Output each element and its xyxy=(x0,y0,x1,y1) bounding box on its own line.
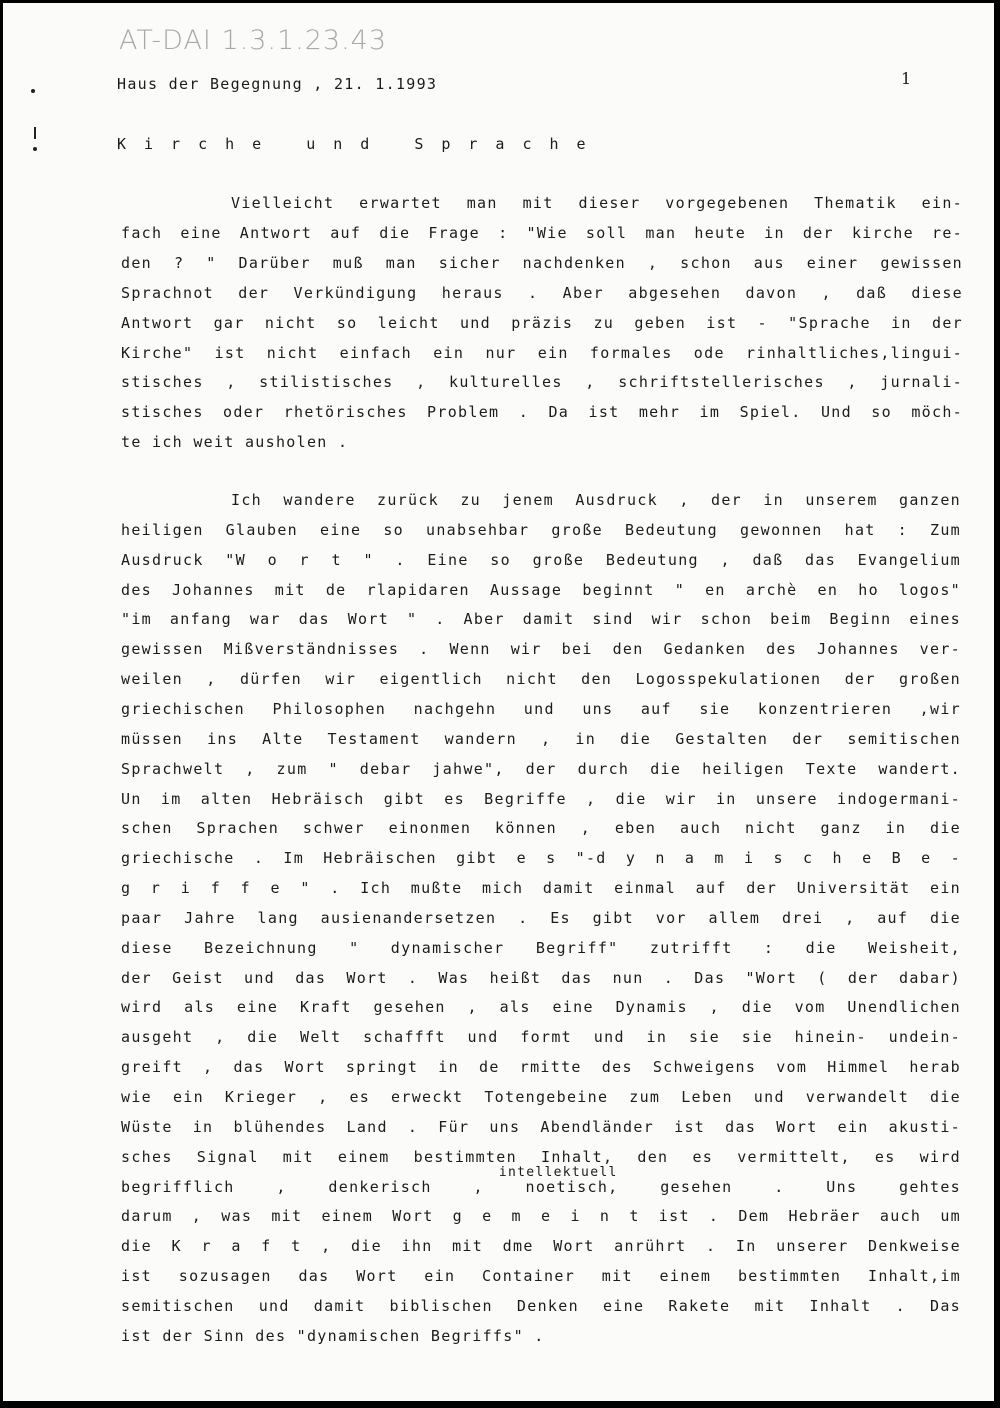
header-line: Haus der Begegnung , 21. 1.1993 xyxy=(117,75,438,93)
text-line: Kirche" ist nicht einfach ein nur ein formales ode rinhaltliches,lingui- xyxy=(121,344,963,362)
document-page xyxy=(3,3,994,1401)
archive-reference: AT-DAI 1.3.1.23.43 xyxy=(119,25,388,56)
text-line: Ausdruck "W o r t " . Eine so große Bedeutung , daß das Evangelium xyxy=(121,551,961,569)
text-line: begrifflich , denkerisch , noetisch, gesehen . Uns gehtes xyxy=(121,1178,961,1196)
text-line: stisches , stilistisches , kulturelles , schriftstellerisches , jurnali- xyxy=(121,373,963,391)
text-line: stisches oder rhetörisches Problem . Da ist mehr im Spiel. Und so möch- xyxy=(121,403,963,421)
text-line: der Geist und das Wort . Was heißt das nun . Das "Wort ( der dabar) xyxy=(121,969,961,987)
text-line: "im anfang war das Wort " . Aber damit sind wir schon beim Beginn eines xyxy=(121,610,961,628)
text-line: ist der Sinn des "dynamischen Begriffs" . xyxy=(121,1327,545,1345)
text-line: Sprachnot der Verkündigung heraus . Aber abgesehen davon , daß diese xyxy=(121,284,963,302)
text-line: diese Bezeichnung " dynamischer Begriff" zutrifft : die Weisheit, xyxy=(121,939,961,957)
text-line: Ich wandere zurück zu jenem Ausdruck , der in unserem ganzen xyxy=(231,491,961,509)
text-line: wie ein Krieger , es erweckt Totengebeine zum Leben und verwandelt die xyxy=(121,1088,961,1106)
text-line: Vielleicht erwartet man mit dieser vorgegebenen Thematik ein- xyxy=(231,194,963,212)
text-line: gewissen Mißverständnisses . Wenn wir bei den Gedanken des Johannes ver- xyxy=(121,640,961,658)
margin-dot xyxy=(33,147,37,151)
text-line: Antwort gar nicht so leicht und präzis zu geben ist - "Sprache in der xyxy=(121,314,963,332)
page-number: 1 xyxy=(901,69,912,88)
text-line: schen Sprachen schwer einonmen können , eben auch nicht ganz in die xyxy=(121,819,961,837)
text-line: Wüste in blühendes Land . Für uns Abendländer ist das Wort ein akusti- xyxy=(121,1118,961,1136)
text-line: des Johannes mit de rlapidaren Aussage beginnt " en archè en ho logos" xyxy=(121,581,961,599)
text-line: semitischen und damit biblischen Denken eine Rakete mit Inhalt . Das xyxy=(121,1297,961,1315)
text-line: müssen ins Alte Testament wandern , in die Gestalten der semitischen xyxy=(121,730,961,748)
text-line: sches Signal mit einem bestimmten Inhalt, den es vermittelt, es wird xyxy=(121,1148,961,1166)
document-title: Kirche und Sprache xyxy=(117,135,604,153)
margin-dot xyxy=(31,89,35,93)
superscript-insertion: intellektuell xyxy=(498,1165,618,1180)
text-line: wird als eine Kraft gesehen , als eine Dynamis , die vom Unendlichen xyxy=(121,998,961,1016)
text-line: fach eine Antwort auf die Frage : "Wie soll man heute in der kirche re- xyxy=(121,224,963,242)
text-line: griechische . Im Hebräischen gibt e s "-d y n a m i s c h e B e - xyxy=(121,849,961,867)
text-line: darum , was mit einem Wort g e m e i n t ist . Dem Hebräer auch um xyxy=(121,1207,961,1225)
text-line: Un im alten Hebräisch gibt es Begriffe , die wir in unsere indogermani- xyxy=(121,790,961,808)
text-line: te ich weit ausholen . xyxy=(121,433,349,451)
text-line: paar Jahre lang ausienandersetzen . Es gibt vor allem drei , auf die xyxy=(121,909,961,927)
text-line: greift , das Wort springt in de rmitte des Schweigens vom Himmel herab xyxy=(121,1058,961,1076)
text-line: g r i f f e " . Ich mußte mich damit einmal auf der Universität ein xyxy=(121,879,961,897)
text-line: griechischen Philosophen nachgehn und uns auf sie konzentrieren ,wir xyxy=(121,700,961,718)
text-line: heiligen Glauben eine so unabsehbar große Bedeutung gewonnen hat : Zum xyxy=(121,521,961,539)
text-line: ist sozusagen das Wort ein Container mit einem bestimmten Inhalt,im xyxy=(121,1267,961,1285)
text-line: die K r a f t , die ihn mit dme Wort anrührt . In unserer Denkweise xyxy=(121,1237,961,1255)
text-line: den ? " Darüber muß man sicher nachdenken , schon aus einer gewissen xyxy=(121,254,963,272)
margin-mark xyxy=(34,127,36,139)
text-line: ausgeht , die Welt schaffft und formt und in sie sie hinein- undein- xyxy=(121,1028,961,1046)
text-line: weilen , dürfen wir eigentlich nicht den Logosspekulationen der großen xyxy=(121,670,961,688)
text-line: Sprachwelt , zum " debar jahwe", der durch die heiligen Texte wandert. xyxy=(121,760,961,778)
